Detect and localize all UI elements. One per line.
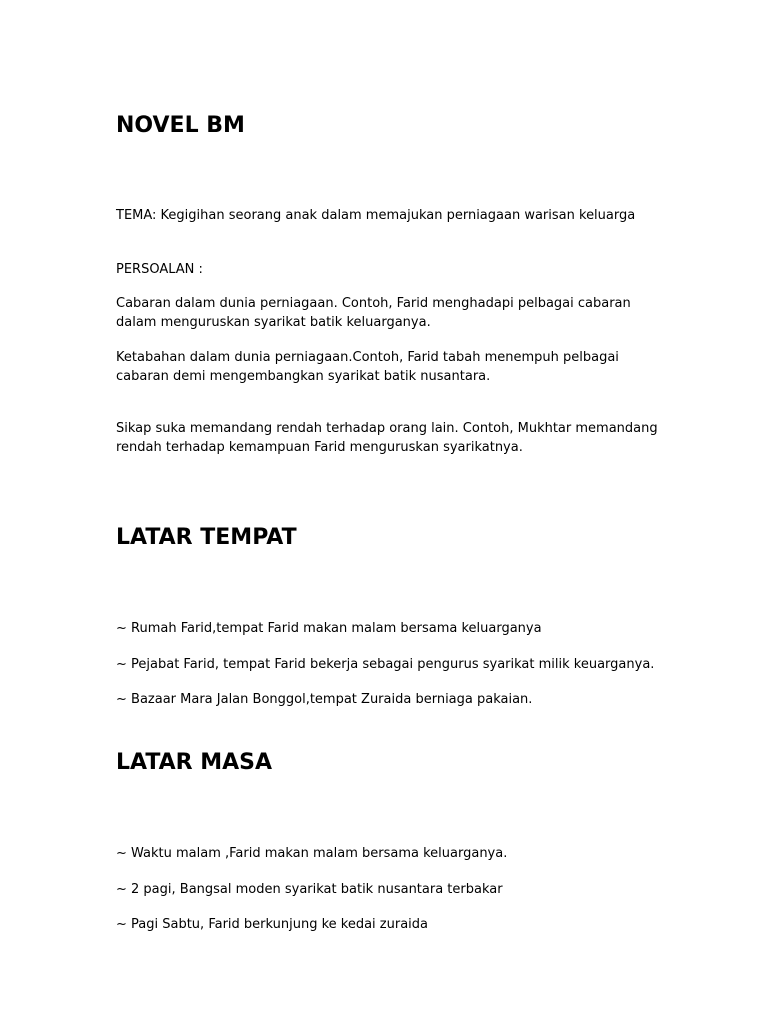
persoalan-line: rendah terhadap kemampuan Farid menguruskan syarikatnya. (116, 439, 523, 455)
latar-tempat-item: ~ Pejabat Farid, tempat Farid bekerja sebagai pengurus syarikat milik keuarganya. (116, 657, 655, 672)
document-title: NOVEL BM (116, 113, 245, 138)
latar-tempat-item: ~ Rumah Farid,tempat Farid makan malam bersama keluarganya (116, 621, 542, 636)
tema-text: TEMA: Kegigihan seorang anak dalam memajukan perniagaan warisan keluarga (116, 208, 636, 223)
latar-masa-heading: LATAR MASA (116, 750, 273, 775)
persoalan-line: Sikap suka memandang rendah terhadap orang lain. Contoh, Mukhtar memandang (116, 421, 658, 436)
latar-tempat-item: ~ Bazaar Mara Jalan Bonggol,tempat Zuraida berniaga pakaian. (116, 692, 533, 707)
persoalan-line: dalam menguruskan syarikat batik keluarganya. (116, 314, 431, 330)
persoalan-line: Cabaran dalam dunia perniagaan. Contoh, Farid menghadapi pelbagai cabaran (116, 296, 631, 311)
latar-masa-item: ~ Pagi Sabtu, Farid berkunjung ke kedai zuraida (116, 917, 429, 932)
persoalan-line: cabaran demi mengembangkan syarikat batik nusantara. (116, 368, 491, 384)
latar-tempat-heading: LATAR TEMPAT (116, 525, 297, 550)
latar-masa-item: ~ 2 pagi, Bangsal moden syarikat batik nusantara terbakar (116, 882, 503, 897)
persoalan-item (116, 349, 656, 386)
latar-masa-item: ~ Waktu malam ,Farid makan malam bersama keluarganya. (116, 846, 508, 861)
persoalan-line: Ketabahan dalam dunia perniagaan.Contoh, Farid tabah menempuh pelbagai (116, 350, 619, 365)
persoalan-label: PERSOALAN : (116, 262, 203, 277)
persoalan-item (116, 295, 656, 332)
persoalan-item (116, 420, 656, 457)
